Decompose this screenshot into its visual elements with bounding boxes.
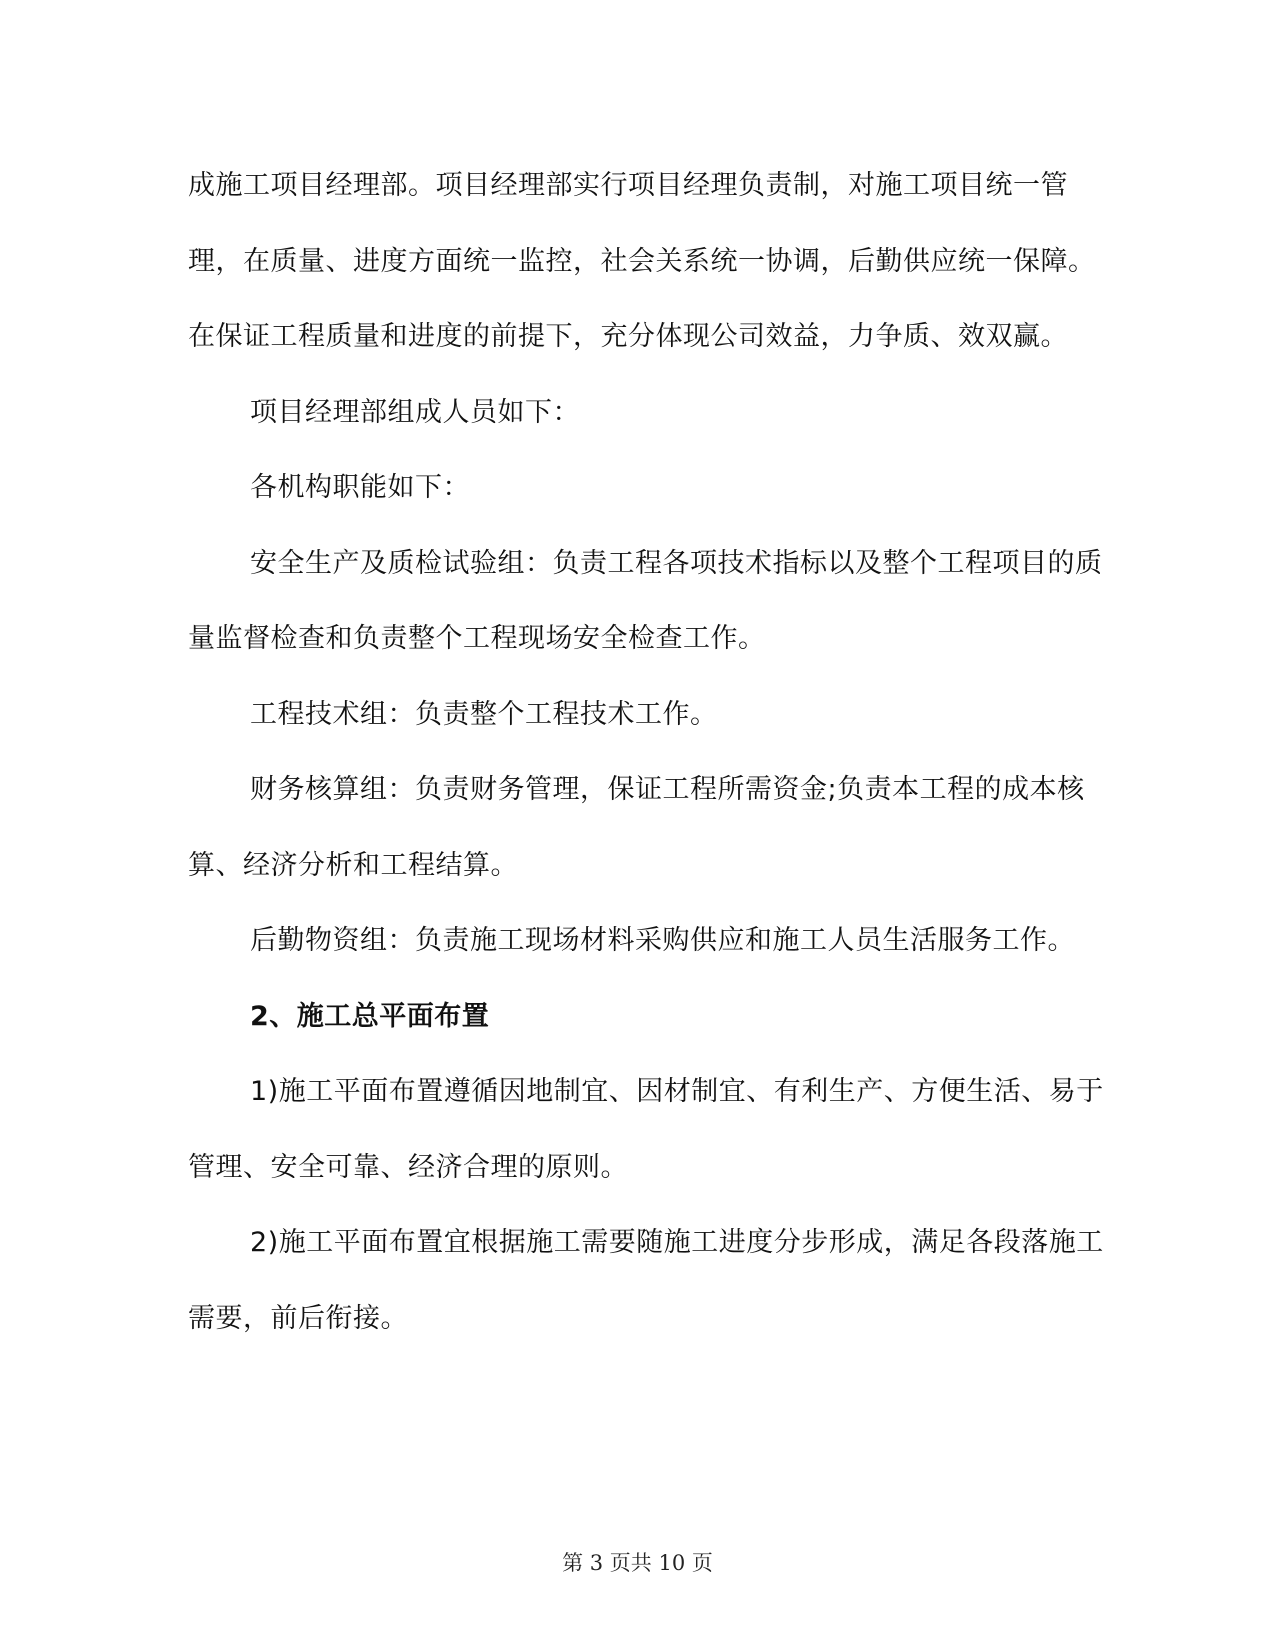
paragraph-safety-group: 安全生产及质检试验组：负责工程各项技术指标以及整个工程项目的质量监督检查和负责整个工程现场安全检查工作。: [188, 547, 1103, 654]
paragraph-members: 项目经理部组成人员如下：: [250, 396, 580, 428]
paragraph-finance-group: 财务核算组：负责财务管理，保证工程所需资金;负责本工程的成本核算、经济分析和工程结算。: [188, 774, 1085, 881]
paragraph-layout-principle-2: 2)施工平面布置宜根据施工需要随施工进度分步形成，满足各段落施工需要，前后衔接。: [188, 1227, 1104, 1334]
document-body: [188, 148, 1108, 1356]
paragraph-functions: 各机构职能如下：: [250, 472, 470, 503]
paragraph-layout-principle-1: 1)施工平面布置遵循因地制宜、因材制宜、有利生产、方便生活、易于管理、安全可靠、经济合理的原则。: [188, 1076, 1104, 1183]
page-number-footer: 第 3 页共 10 页: [562, 1551, 713, 1575]
paragraph-tech-group: 工程技术组：负责整个工程技术工作。: [250, 698, 718, 730]
paragraph-logistics-group: 后勤物资组：负责施工现场材料采购供应和施工人员生活服务工作。: [250, 925, 1075, 956]
section-heading: 2、施工总平面布置: [250, 1000, 490, 1032]
paragraph-continuation: 成施工项目经理部。项目经理部实行项目经理负责制，对施工项目统一管理，在质量、进度方面统一监控，社会关系统一协调，后勤供应统一保障。在保证工程质量和进度的前提下，充分体现公司效益，力争质、效双赢。: [188, 170, 1096, 352]
